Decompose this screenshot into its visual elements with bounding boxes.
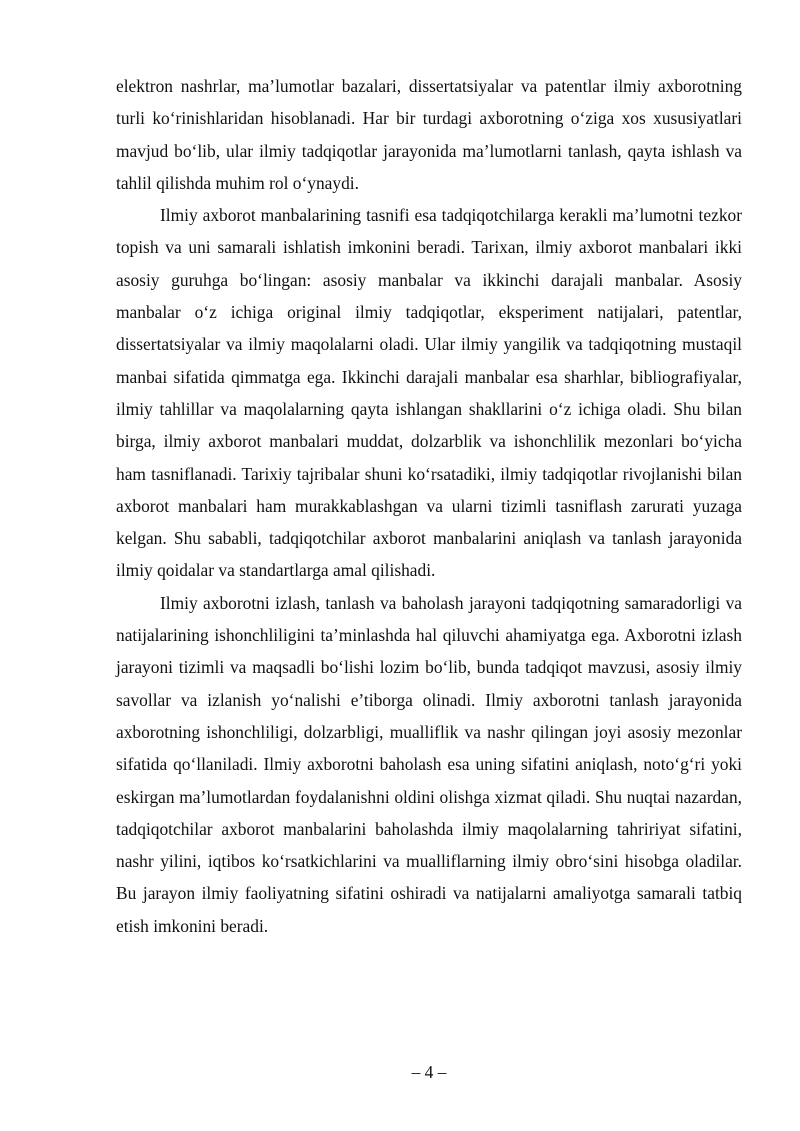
page-body <box>116 70 742 942</box>
paragraph-search-evaluation: Ilmiy axborotni izlash, tanlash va baholash jarayoni tadqiqotning samaradorligi va natijalarining ishonchliligini ta’minlashda hal qiluvchi ahamiyatga ega. Axborotni izlash jarayoni tizimli va maqsadli boʻlishi lozim boʻlib, bunda tadqiqot mavzusi, asosiy ilmiy savollar va izlanish yoʻnalishi e’tiborga olinadi. Ilmiy axborotni tanlash jarayonida axborotning ishonchliligi, dolzarbligi, mualliflik va nashr qilingan joyi asosiy mezonlar sifatida qoʻllaniladi. Ilmiy axborotni baholash esa uning sifatini aniqlash, notoʻgʻri yoki eskirgan ma’lumotlardan foydalanishni oldini olishga xizmat qiladi. Shu nuqtai nazardan, tadqiqotchilar axborot manbalarini baholashda ilmiy maqolalarning tahririyat sifatini, nashr yilini, iqtibos koʻrsatkichlarini va mualliflarning ilmiy obroʻsini hisobga oladilar. Bu jarayon ilmiy faoliyatning sifatini oshiradi va natijalarni amaliyotga samarali tatbiq etish imkonini beradi. <box>116 592 742 936</box>
paragraph-continuation: elektron nashrlar, ma’lumotlar bazalari, dissertatsiyalar va patentlar ilmiy axborotning turli koʻrinishlaridan hisoblanadi. Har bir turdagi axborotning oʻziga xos xususiyatlari mavjud boʻlib, ular ilmiy tadqiqotlar jarayonida ma’lumotlarni tanlash, qayta ishlash va tahlil qilishda muhim rol oʻynaydi. <box>116 76 742 193</box>
page-number: – 4 – <box>411 1062 447 1082</box>
paragraph-classification: Ilmiy axborot manbalarining tasnifi esa tadqiqotchilarga kerakli ma’lumotni tezkor topish va uni samarali ishlatish imkonini beradi. Tarixan, ilmiy axborot manbalari ikki asosiy guruhga boʻlingan: asosiy manbalar va ikkinchi darajali manbalar. Asosiy manbalar oʻz ichiga original ilmiy tadqiqotlar, eksperiment natijalari, patentlar, dissertatsiyalar va ilmiy maqolalarni oladi. Ular ilmiy yangilik va tadqiqotning mustaqil manbai sifatida qimmatga ega. Ikkinchi darajali manbalar esa sharhlar, bibliografiyalar, ilmiy tahlillar va maqolalarning qayta ishlangan shakllarini oʻz ichiga oladi. Shu bilan birga, ilmiy axborot manbalari muddat, dolzarblik va ishonchlilik mezonlari boʻyicha ham tasniflanadi. Tarixiy tajribalar shuni koʻrsatadiki, ilmiy tadqiqotlar rivojlanishi bilan axborot manbalari ham murakkablashgan va ularni tizimli tasniflash zarurati yuzaga kelgan. Shu sababli, tadqiqotchilar axborot manbalarini aniqlash va tanlash jarayonida ilmiy qoidalar va standartlarga amal qilishadi. <box>116 205 742 581</box>
